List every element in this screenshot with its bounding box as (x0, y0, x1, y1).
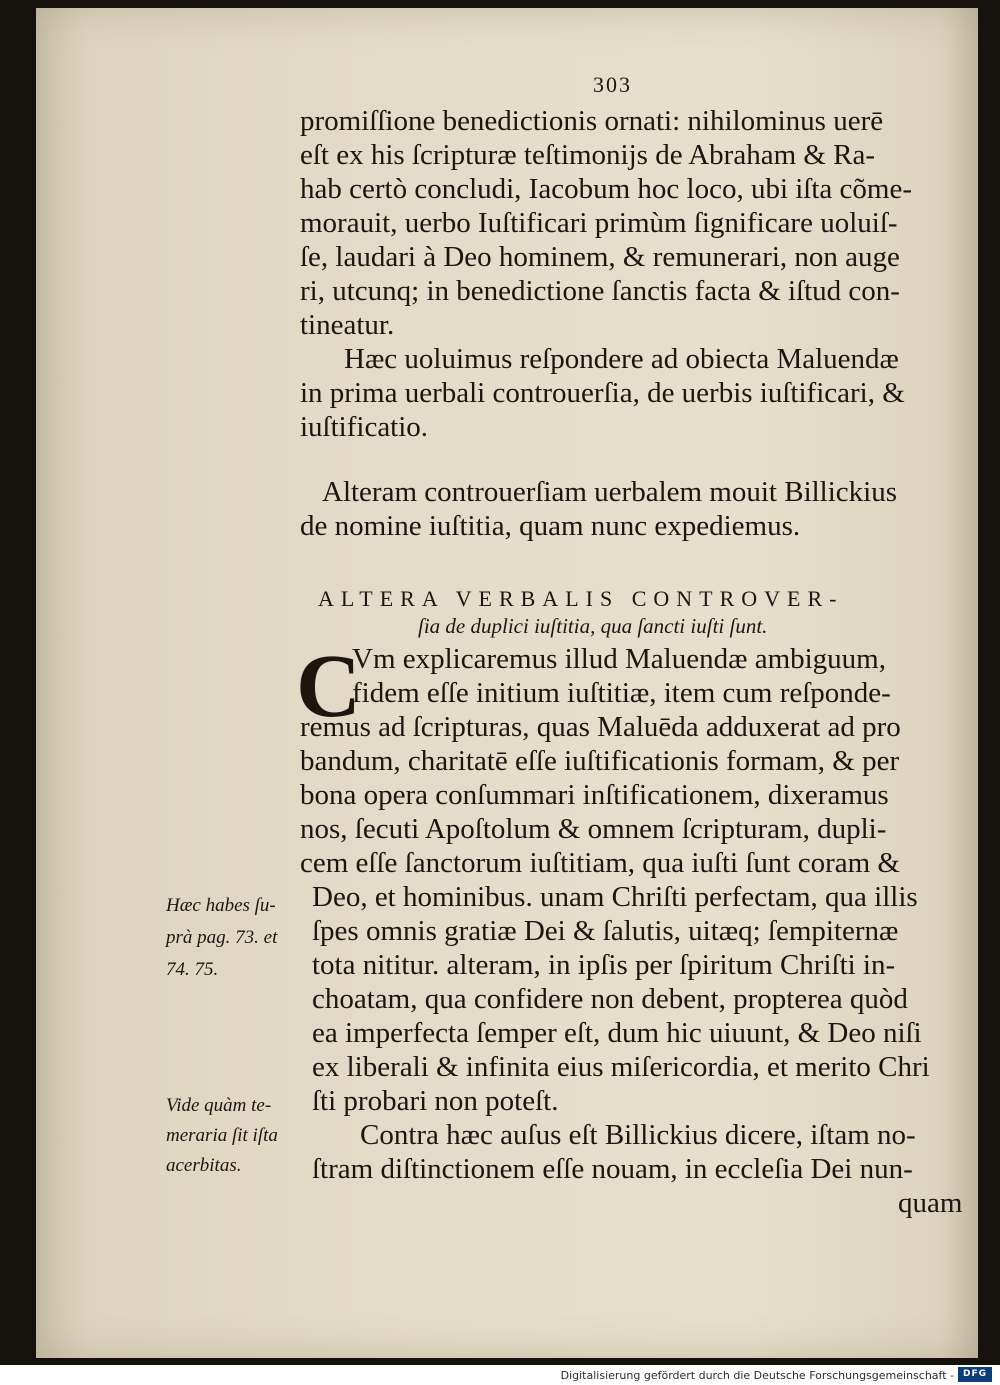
margin-note-line: meraria ſit iſta (166, 1125, 278, 1146)
text-line: Hæc uoluimus reſpondere ad obiecta Maluendæ (344, 343, 899, 375)
margin-note-line: Hæc habes ſu- (166, 895, 276, 916)
text-line: tineatur. (300, 309, 395, 341)
section-heading: ALTERA VERBALIS CONTROVER- (318, 586, 844, 611)
text-line: Deo, et hominibus. unam Chriſti perfectam, qua illis (312, 881, 918, 913)
margin-note-line: 74. 75. (166, 959, 219, 980)
text-line: Alteram controuerſiam uerbalem mouit Billickius (322, 476, 898, 508)
text-line: cem eſſe ſanctorum iuſtitiam, qua iuſti ſunt coram & (300, 847, 900, 879)
text-line: ſtram diſtinctionem eſſe nouam, in eccleſia Dei nun- (312, 1153, 913, 1185)
text-line: de nomine iuſtitia, quam nunc expediemus. (300, 510, 801, 542)
text-line: ſe, laudari à Deo hominem, & remunerari, non auge (300, 241, 900, 273)
text-line: fidem eſſe initium iuſtitiæ, item cum reſponde- (352, 677, 891, 709)
margin-note-line: Vide quàm te- (166, 1095, 272, 1116)
margin-note-line: prà pag. 73. et (166, 927, 278, 948)
text-line: choatam, qua confidere non debent, propterea quòd (312, 983, 908, 1015)
text-line: ſpes omnis gratiæ Dei & ſalutis, uitæq; ſempiternæ (312, 915, 899, 947)
text-line: remus ad ſcripturas, quas Maluēda adduxerat ad pro (300, 711, 901, 743)
text-line: morauit, uerbo Iuſtificari primùm ſignificare uoluiſ- (300, 207, 898, 239)
text-line: eſt ex his ſcripturæ teſtimonijs de Abraham & Ra- (300, 139, 876, 171)
text-line: nos, ſecuti Apoſtolum & omnem ſcripturam, dupli- (300, 813, 887, 845)
text-line: ſti probari non poteſt. (312, 1085, 559, 1117)
page-number: 303 (593, 72, 632, 97)
text-line: bandum, charitatē eſſe iuſtificationis formam, & per (300, 745, 900, 777)
text-line: bona opera conſummari inſtificationem, dixeramus (300, 779, 889, 811)
section-subheading: ſia de duplici iuſtitia, qua ſancti iuſti ſunt. (418, 614, 768, 638)
text-line: ex liberali & infinita eius miſericordia, et merito Chri (312, 1051, 930, 1083)
text-line: in prima uerbali controuerſia, de uerbis iuſtificari, & (300, 377, 905, 409)
text-line: ri, utcunq; in benedictione ſanctis facta & iſtud con- (300, 275, 900, 307)
footer-credit: Digitalisierung gefördert durch die Deutsche Forschungsgemeinschaft - (560, 1369, 954, 1382)
catchword: quam (898, 1187, 963, 1219)
text-line: iuſtificatio. (300, 411, 429, 443)
text-line: tota nititur. alteram, in ipſis per ſpiritum Chriſti in- (312, 949, 896, 981)
text-line: ea imperfecta ſemper eſt, dum hic uiuunt, & Deo niſi (312, 1017, 922, 1049)
text-line: hab certò concludi, Iacobum hoc loco, ubi iſta cõme- (300, 173, 913, 205)
text-line: Contra hæc auſus eſt Billickius dicere, iſtam no- (360, 1119, 916, 1151)
text-line: promiſſione benedictionis ornati: nihilominus uerē (300, 105, 884, 137)
text-line: Vm explicaremus illud Maluendæ ambiguum, (352, 643, 886, 675)
drop-capital: C (296, 637, 361, 736)
dfg-logo-icon: DFG (958, 1367, 992, 1382)
margin-note-line: acerbitas. (166, 1155, 242, 1176)
